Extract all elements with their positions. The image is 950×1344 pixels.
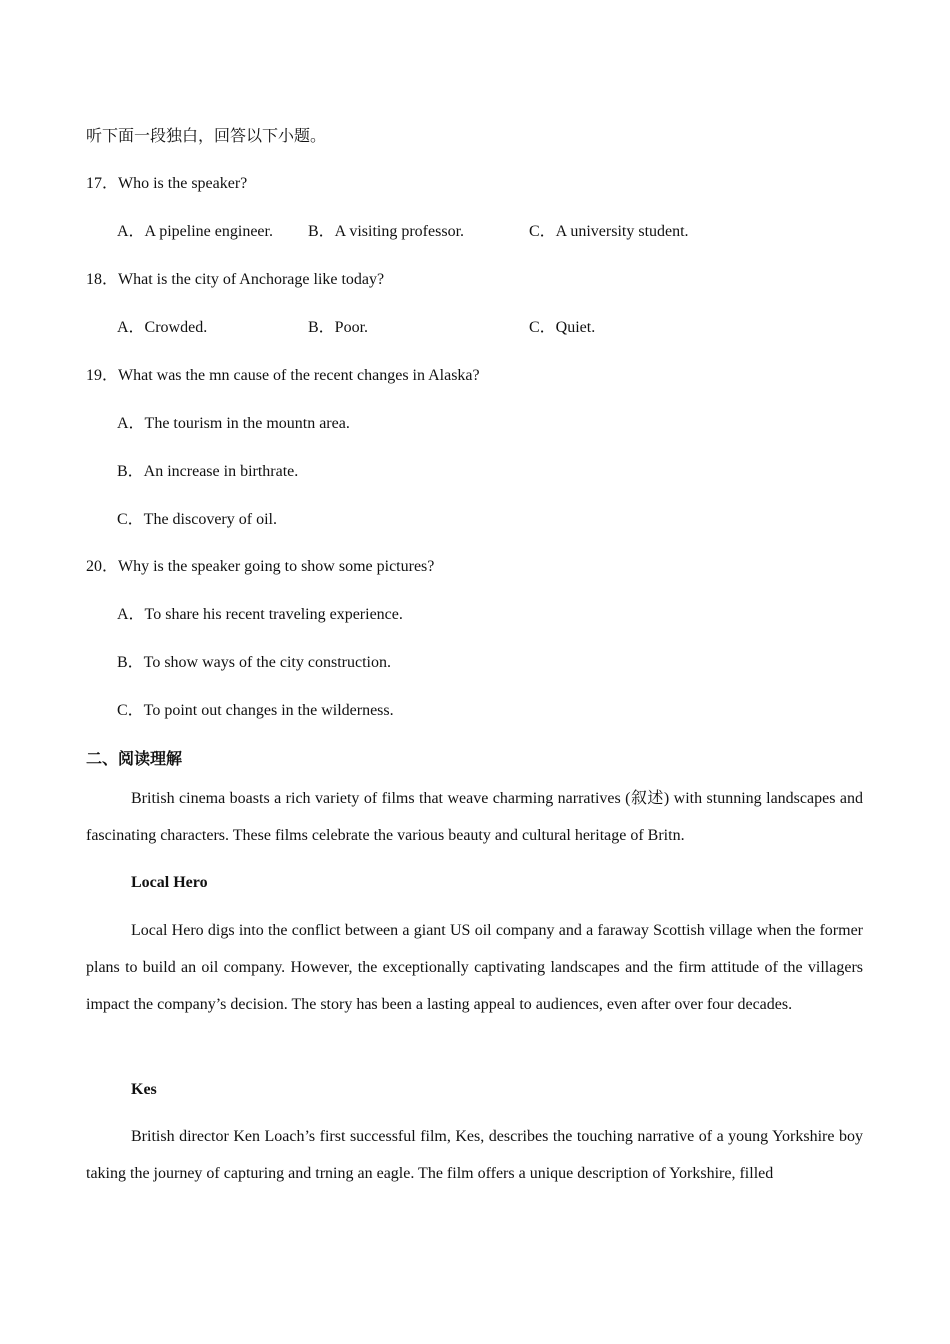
question-20-stem: 20．Why is the speaker going to show some pictures? (86, 558, 435, 575)
film-text-local-hero: Local Hero digs into the conflict between a giant US oil company and a faraway Scottish village when the former plans to build an oil company. However, the exceptionally captivating landscapes and the firm attitude of the villagers impact the company’s decision. The story has been a lasting appeal to audiences, even after over four decades. (86, 922, 863, 1013)
reading-section-title: 二、阅读理解 (86, 751, 183, 768)
question-17-option-a[interactable]: A．A pipeline engineer. (117, 223, 273, 240)
question-17-stem: 17．Who is the speaker? (86, 175, 248, 192)
question-20-option-b[interactable]: B．To show ways of the city construction. (117, 654, 391, 671)
question-18-stem: 18．What is the city of Anchorage like today? (86, 271, 385, 288)
question-20-option-a[interactable]: A．To share his recent traveling experience. (117, 606, 403, 623)
question-18-option-c[interactable]: C．Quiet. (529, 319, 596, 336)
question-19-option-c[interactable]: C．The discovery of oil. (117, 511, 277, 528)
question-19-option-b[interactable]: B．An increase in birthrate. (117, 463, 299, 480)
question-20-option-c[interactable]: C．To point out changes in the wilderness. (117, 702, 394, 719)
question-18-option-a[interactable]: A．Crowded. (117, 319, 208, 336)
film-text-kes: British director Ken Loach’s first successful film, Kes, describes the touching narrative of a young Yorkshire boy taking the journey of capturing and trning an eagle. The film offers a unique description of Yorkshire, filled (86, 1128, 863, 1182)
film-title-local-hero: Local Hero (131, 874, 208, 891)
question-19-option-a[interactable]: A．The tourism in the mountn area. (117, 415, 350, 432)
question-17-option-b[interactable]: B．A visiting professor. (308, 223, 465, 240)
question-17-option-c[interactable]: C．A university student. (529, 223, 689, 240)
reading-intro-paragraph: British cinema boasts a rich variety of films that weave charming narratives (叙述) with stunning landscapes and fascinating characters. These films celebrate the various beauty and cultural heritage of Britn. (86, 790, 863, 844)
film-title-kes: Kes (131, 1081, 157, 1098)
question-18-option-b[interactable]: B．Poor. (308, 319, 369, 336)
listening-instruction: 听下面一段独白，回答以下小题。 (86, 128, 327, 145)
question-19-stem: 19．What was the mn cause of the recent changes in Alaska? (86, 367, 480, 384)
